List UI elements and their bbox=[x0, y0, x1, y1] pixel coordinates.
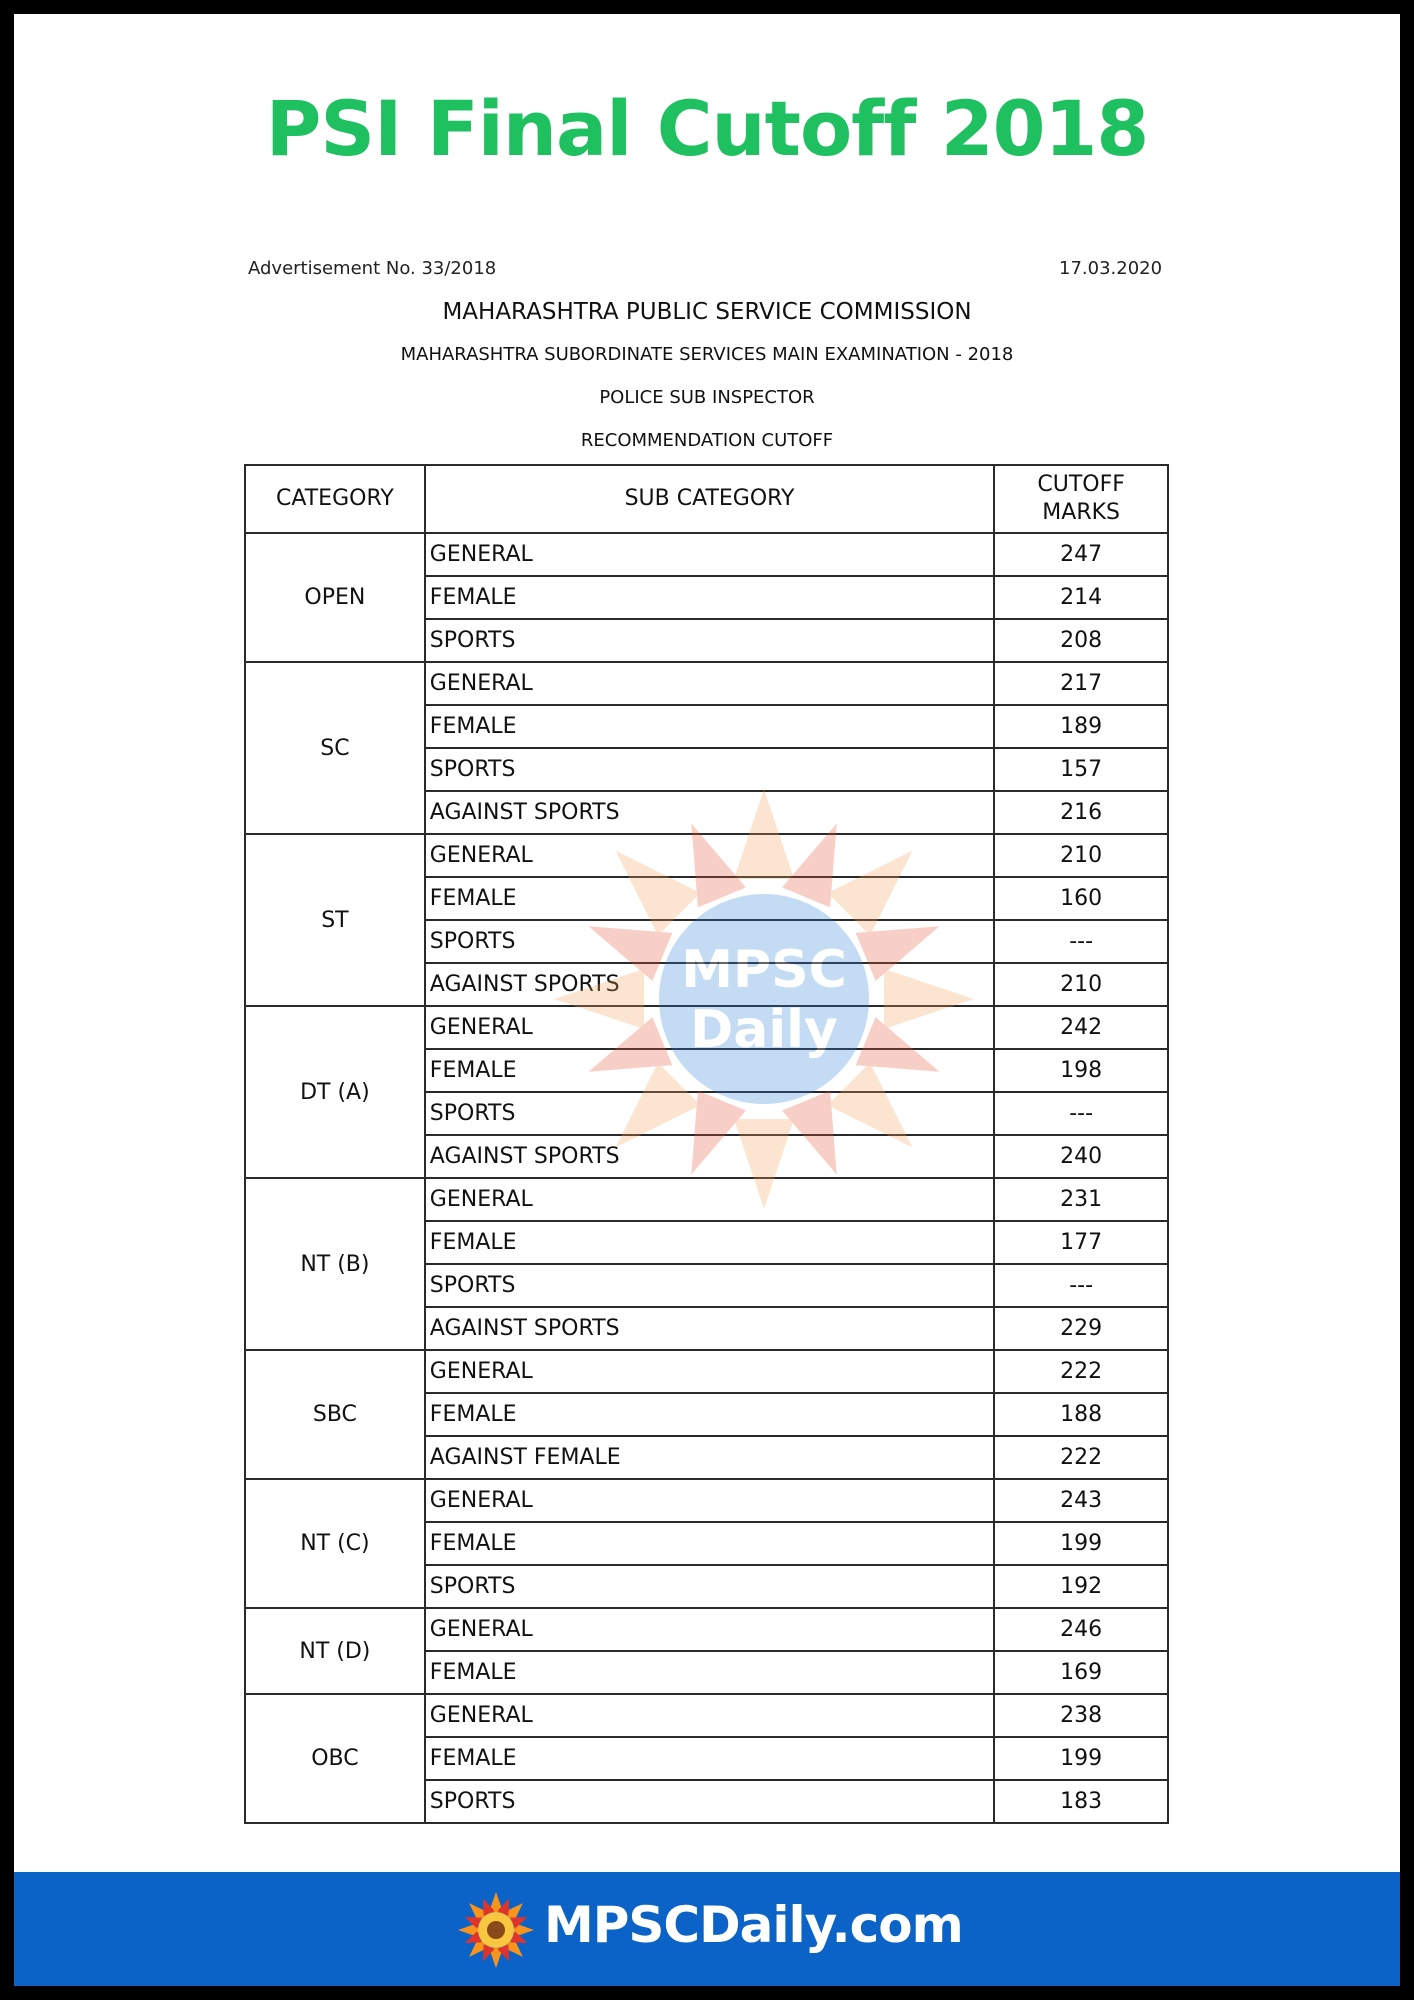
cutoff-marks-cell: 160 bbox=[994, 877, 1168, 920]
table-row bbox=[245, 834, 1168, 877]
category-cell: SC bbox=[245, 662, 425, 834]
cutoff-marks-cell: 222 bbox=[994, 1436, 1168, 1479]
cutoff-marks-cell: 217 bbox=[994, 662, 1168, 705]
watermark-text-line2: Daily bbox=[690, 1000, 838, 1060]
mpsc-daily-logo-icon bbox=[456, 1890, 536, 1970]
page-title: PSI Final Cutoff 2018 bbox=[265, 84, 1149, 173]
cutoff-marks-cell: 192 bbox=[994, 1565, 1168, 1608]
site-name[interactable]: MPSCDaily.com bbox=[544, 1896, 963, 1954]
category-cell: NT (D) bbox=[245, 1608, 425, 1694]
header-cutoff-marks bbox=[994, 465, 1168, 533]
cutoff-marks-cell: 210 bbox=[994, 834, 1168, 877]
table-row bbox=[245, 1479, 1168, 1522]
cutoff-marks-cell: --- bbox=[994, 1092, 1168, 1135]
cutoff-marks-cell: 169 bbox=[994, 1651, 1168, 1694]
table-row bbox=[245, 533, 1168, 576]
category-cell: NT (C) bbox=[245, 1479, 425, 1608]
header-cutoff-line1: CUTOFF bbox=[1037, 472, 1125, 497]
sub-category-cell: AGAINST SPORTS bbox=[425, 963, 994, 1006]
sub-category-cell: SPORTS bbox=[425, 1565, 994, 1608]
cutoff-table bbox=[244, 464, 1169, 1824]
sub-category-cell: FEMALE bbox=[425, 1393, 994, 1436]
sub-category-cell: FEMALE bbox=[425, 1737, 994, 1780]
sub-category-cell: GENERAL bbox=[425, 834, 994, 877]
commission-heading: MAHARASHTRA PUBLIC SERVICE COMMISSION bbox=[442, 299, 972, 325]
sub-category-cell: AGAINST SPORTS bbox=[425, 1307, 994, 1350]
category-cell: OBC bbox=[245, 1694, 425, 1823]
sub-category-cell: FEMALE bbox=[425, 1651, 994, 1694]
category-cell: DT (A) bbox=[245, 1006, 425, 1178]
sub-category-cell: SPORTS bbox=[425, 1780, 994, 1823]
exam-heading: MAHARASHTRA SUBORDINATE SERVICES MAIN EXAMINATION - 2018 bbox=[400, 344, 1014, 365]
sub-category-cell: SPORTS bbox=[425, 1264, 994, 1307]
cutoff-marks-cell: 183 bbox=[994, 1780, 1168, 1823]
category-cell: ST bbox=[245, 834, 425, 1006]
cutoff-marks-cell: 222 bbox=[994, 1350, 1168, 1393]
cutoff-marks-cell: 216 bbox=[994, 791, 1168, 834]
table-row bbox=[245, 1178, 1168, 1221]
table-row bbox=[245, 1350, 1168, 1393]
cutoff-marks-cell: 188 bbox=[994, 1393, 1168, 1436]
sub-category-cell: AGAINST SPORTS bbox=[425, 1135, 994, 1178]
sub-category-cell: FEMALE bbox=[425, 705, 994, 748]
sub-category-cell: FEMALE bbox=[425, 1522, 994, 1565]
sub-category-cell: GENERAL bbox=[425, 1006, 994, 1049]
sub-category-cell: GENERAL bbox=[425, 1694, 994, 1737]
sub-category-cell: GENERAL bbox=[425, 1178, 994, 1221]
sub-category-cell: SPORTS bbox=[425, 920, 994, 963]
sub-category-cell: GENERAL bbox=[425, 533, 994, 576]
sub-category-cell: FEMALE bbox=[425, 1221, 994, 1264]
sub-category-cell: AGAINST SPORTS bbox=[425, 791, 994, 834]
sub-category-cell: FEMALE bbox=[425, 1049, 994, 1092]
cutoff-marks-cell: 231 bbox=[994, 1178, 1168, 1221]
cutoff-marks-cell: 229 bbox=[994, 1307, 1168, 1350]
sub-category-cell: GENERAL bbox=[425, 1479, 994, 1522]
header-category: CATEGORY bbox=[245, 465, 425, 533]
cutoff-marks-cell: 157 bbox=[994, 748, 1168, 791]
footer-banner bbox=[14, 1872, 1400, 1986]
sub-category-cell: FEMALE bbox=[425, 877, 994, 920]
page bbox=[14, 14, 1400, 1986]
table-row bbox=[245, 1694, 1168, 1737]
sub-category-cell: AGAINST FEMALE bbox=[425, 1436, 994, 1479]
cutoff-marks-cell: 242 bbox=[994, 1006, 1168, 1049]
cutoff-marks-cell: 208 bbox=[994, 619, 1168, 662]
category-cell: OPEN bbox=[245, 533, 425, 662]
cutoff-marks-cell: --- bbox=[994, 920, 1168, 963]
cutoff-marks-cell: 246 bbox=[994, 1608, 1168, 1651]
cutoff-marks-cell: --- bbox=[994, 1264, 1168, 1307]
cutoff-marks-cell: 199 bbox=[994, 1737, 1168, 1780]
sub-category-cell: FEMALE bbox=[425, 576, 994, 619]
table-row bbox=[245, 1006, 1168, 1049]
post-heading: POLICE SUB INSPECTOR bbox=[599, 387, 815, 408]
cutoff-marks-cell: 240 bbox=[994, 1135, 1168, 1178]
document-date: 17.03.2020 bbox=[1059, 258, 1163, 279]
sub-category-cell: SPORTS bbox=[425, 748, 994, 791]
table-body bbox=[245, 533, 1168, 1823]
category-cell: NT (B) bbox=[245, 1178, 425, 1350]
cutoff-marks-cell: 247 bbox=[994, 533, 1168, 576]
table-header-row bbox=[245, 465, 1168, 533]
cutoff-marks-cell: 214 bbox=[994, 576, 1168, 619]
table-row bbox=[245, 662, 1168, 705]
cutoff-marks-cell: 198 bbox=[994, 1049, 1168, 1092]
category-cell: SBC bbox=[245, 1350, 425, 1479]
advertisement-number: Advertisement No. 33/2018 bbox=[248, 258, 497, 279]
cutoff-marks-cell: 210 bbox=[994, 963, 1168, 1006]
cutoff-marks-cell: 177 bbox=[994, 1221, 1168, 1264]
sub-category-cell: GENERAL bbox=[425, 662, 994, 705]
sub-category-cell: GENERAL bbox=[425, 1350, 994, 1393]
header-cutoff-line2: MARKS bbox=[1042, 500, 1120, 525]
cutoff-marks-cell: 243 bbox=[994, 1479, 1168, 1522]
cutoff-marks-cell: 238 bbox=[994, 1694, 1168, 1737]
watermark-text-line1: MPSC bbox=[681, 940, 847, 1000]
cutoff-heading: RECOMMENDATION CUTOFF bbox=[580, 430, 834, 451]
header-sub-category: SUB CATEGORY bbox=[425, 465, 994, 533]
cutoff-marks-cell: 199 bbox=[994, 1522, 1168, 1565]
cutoff-marks-cell: 189 bbox=[994, 705, 1168, 748]
sub-category-cell: GENERAL bbox=[425, 1608, 994, 1651]
sub-category-cell: SPORTS bbox=[425, 619, 994, 662]
table-row bbox=[245, 1608, 1168, 1651]
sub-category-cell: SPORTS bbox=[425, 1092, 994, 1135]
